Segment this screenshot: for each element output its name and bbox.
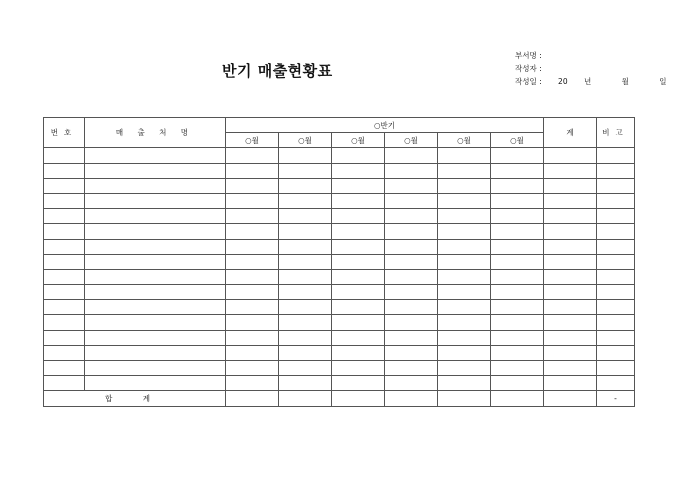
table-cell[interactable] (85, 148, 226, 163)
table-cell[interactable] (85, 224, 226, 239)
table-cell[interactable] (491, 330, 544, 345)
table-row (44, 330, 635, 345)
table-cell[interactable] (279, 163, 332, 178)
table-cell[interactable] (438, 269, 491, 284)
table-cell[interactable] (85, 178, 226, 193)
table-cell[interactable] (491, 224, 544, 239)
table-row (44, 345, 635, 360)
table-row (44, 224, 635, 239)
table-cell[interactable] (226, 330, 279, 345)
table-cell[interactable] (44, 315, 85, 330)
table-cell[interactable] (438, 345, 491, 360)
table-row (44, 178, 635, 193)
table-cell[interactable] (597, 254, 635, 269)
table-cell[interactable] (226, 300, 279, 315)
table-cell[interactable] (44, 345, 85, 360)
table-cell[interactable] (438, 224, 491, 239)
table-cell[interactable] (491, 315, 544, 330)
table-cell[interactable] (85, 269, 226, 284)
table-cell[interactable] (544, 345, 597, 360)
table-cell[interactable] (85, 361, 226, 376)
table-cell[interactable] (491, 163, 544, 178)
table-cell[interactable] (332, 224, 385, 239)
table-cell[interactable] (226, 269, 279, 284)
table-cell[interactable] (332, 376, 385, 391)
table-cell[interactable] (491, 239, 544, 254)
table-cell[interactable] (332, 345, 385, 360)
table-cell[interactable] (226, 178, 279, 193)
table-cell[interactable] (279, 239, 332, 254)
table-cell[interactable] (279, 391, 332, 406)
table-cell[interactable] (226, 361, 279, 376)
table-cell[interactable] (332, 391, 385, 406)
total-row (44, 391, 635, 406)
month-header: ○월 (385, 133, 438, 148)
table-cell[interactable] (85, 376, 226, 391)
department-line (515, 49, 667, 62)
table-cell[interactable] (85, 254, 226, 269)
table-cell[interactable] (44, 209, 85, 224)
table-cell[interactable] (279, 178, 332, 193)
table-cell[interactable] (226, 224, 279, 239)
sales-table (43, 117, 635, 407)
table-cell[interactable] (597, 163, 635, 178)
table-cell[interactable] (332, 315, 385, 330)
table-cell[interactable] (44, 361, 85, 376)
table-cell[interactable] (491, 391, 544, 406)
month-header: ○월 (438, 133, 491, 148)
table-cell[interactable] (597, 269, 635, 284)
table-cell[interactable] (279, 330, 332, 345)
table-cell[interactable] (544, 330, 597, 345)
table-cell[interactable] (544, 148, 597, 163)
sum-header: 계 (544, 118, 597, 148)
table-cell[interactable] (385, 391, 438, 406)
table-cell[interactable] (44, 330, 85, 345)
table-cell[interactable] (85, 315, 226, 330)
table-cell[interactable] (279, 300, 332, 315)
half-header: ○반기 (226, 118, 544, 133)
table-cell[interactable] (44, 224, 85, 239)
table-row (44, 254, 635, 269)
table-cell[interactable] (85, 163, 226, 178)
table-cell[interactable] (226, 193, 279, 208)
table-cell[interactable] (438, 148, 491, 163)
table-cell[interactable] (491, 269, 544, 284)
table-cell[interactable] (385, 254, 438, 269)
table-row (44, 163, 635, 178)
year-label: 년 (583, 77, 592, 86)
table-cell[interactable] (44, 148, 85, 163)
table-cell[interactable] (597, 361, 635, 376)
table-cell[interactable] (544, 315, 597, 330)
table-row (44, 239, 635, 254)
table-cell[interactable] (597, 315, 635, 330)
table-row (44, 285, 635, 300)
month-label: 월 (621, 77, 629, 86)
table-cell[interactable] (491, 361, 544, 376)
table-cell[interactable] (438, 193, 491, 208)
table-cell[interactable] (332, 193, 385, 208)
table-cell[interactable] (597, 330, 635, 345)
table-cell[interactable] (385, 376, 438, 391)
table-cell[interactable] (44, 300, 85, 315)
table-cell[interactable] (85, 345, 226, 360)
table-cell[interactable] (279, 254, 332, 269)
table-cell[interactable] (385, 300, 438, 315)
number-header: 번호 (44, 118, 85, 148)
table-cell[interactable] (597, 239, 635, 254)
table-cell[interactable] (279, 148, 332, 163)
table-cell[interactable] (332, 148, 385, 163)
table-cell[interactable] (544, 376, 597, 391)
table-cell[interactable] (491, 209, 544, 224)
table-cell[interactable] (332, 254, 385, 269)
table-cell[interactable] (597, 300, 635, 315)
month-header: ○월 (491, 133, 544, 148)
table-cell[interactable] (385, 330, 438, 345)
table-cell[interactable] (332, 330, 385, 345)
table-cell[interactable] (226, 254, 279, 269)
table-cell[interactable] (332, 239, 385, 254)
table-cell[interactable] (85, 300, 226, 315)
table-cell[interactable] (544, 163, 597, 178)
table-cell[interactable] (597, 209, 635, 224)
table-cell[interactable] (438, 330, 491, 345)
table-cell[interactable] (279, 345, 332, 360)
table-cell[interactable] (491, 254, 544, 269)
table-cell[interactable] (597, 224, 635, 239)
table-cell[interactable] (279, 269, 332, 284)
table-cell[interactable] (491, 148, 544, 163)
table-row (44, 300, 635, 315)
total-label: 합 계 (44, 391, 226, 406)
table-cell[interactable] (491, 193, 544, 208)
table-row (44, 209, 635, 224)
table-cell[interactable] (438, 285, 491, 300)
table-cell[interactable] (491, 178, 544, 193)
table-cell[interactable] (438, 300, 491, 315)
table-row (44, 361, 635, 376)
table-cell[interactable] (332, 178, 385, 193)
document-meta (515, 49, 667, 88)
table-cell[interactable] (597, 178, 635, 193)
table-cell[interactable] (597, 285, 635, 300)
table-cell[interactable] (44, 285, 85, 300)
table-cell[interactable] (226, 163, 279, 178)
table-cell[interactable] (385, 345, 438, 360)
table-cell[interactable] (279, 285, 332, 300)
author-label: 작성자 : (515, 64, 542, 73)
table-cell[interactable] (491, 376, 544, 391)
table-cell[interactable] (44, 163, 85, 178)
department-label: 부서명 : (515, 51, 542, 60)
table-cell[interactable] (332, 163, 385, 178)
table-cell[interactable] (544, 300, 597, 315)
table-cell[interactable] (332, 361, 385, 376)
table-cell[interactable] (597, 376, 635, 391)
table-cell[interactable] (597, 193, 635, 208)
table-cell[interactable] (226, 391, 279, 406)
table-cell[interactable] (44, 178, 85, 193)
table-cell[interactable] (544, 269, 597, 284)
total-note: - (597, 391, 635, 406)
table-cell[interactable] (438, 178, 491, 193)
table-cell[interactable] (385, 178, 438, 193)
table-cell[interactable] (385, 209, 438, 224)
table-cell[interactable] (385, 163, 438, 178)
month-header: ○월 (226, 133, 279, 148)
month-header: ○월 (332, 133, 385, 148)
date-line (515, 75, 667, 88)
table-cell[interactable] (279, 209, 332, 224)
page-title: 반기 매출현황표 (222, 62, 333, 80)
table-row (44, 148, 635, 163)
month-header: ○월 (279, 133, 332, 148)
table-cell[interactable] (279, 376, 332, 391)
company-header: 매 출 처 명 (85, 118, 226, 148)
table-cell[interactable] (226, 345, 279, 360)
table-row (44, 315, 635, 330)
table-cell[interactable] (279, 224, 332, 239)
table-cell[interactable] (44, 254, 85, 269)
table-cell[interactable] (332, 300, 385, 315)
table-cell[interactable] (226, 148, 279, 163)
table-cell[interactable] (85, 239, 226, 254)
table-cell[interactable] (385, 224, 438, 239)
date-year-prefix: 20 (558, 77, 568, 86)
table-cell[interactable] (332, 269, 385, 284)
table-cell[interactable] (544, 285, 597, 300)
table-cell[interactable] (332, 285, 385, 300)
date-label: 작성일 : (515, 77, 542, 86)
table-cell[interactable] (597, 345, 635, 360)
table-cell[interactable] (226, 285, 279, 300)
table-cell[interactable] (438, 376, 491, 391)
table-cell[interactable] (544, 224, 597, 239)
day-label: 일 (659, 77, 667, 86)
table-cell[interactable] (544, 361, 597, 376)
table-cell[interactable] (44, 193, 85, 208)
table-body (44, 148, 635, 391)
table-cell[interactable] (385, 315, 438, 330)
table-cell[interactable] (226, 239, 279, 254)
table-cell[interactable] (44, 376, 85, 391)
table-cell[interactable] (544, 193, 597, 208)
table-row (44, 376, 635, 391)
table-cell[interactable] (385, 148, 438, 163)
header-row (44, 118, 635, 133)
table-cell[interactable] (226, 315, 279, 330)
table-cell[interactable] (279, 361, 332, 376)
table-cell[interactable] (385, 269, 438, 284)
table-cell[interactable] (544, 391, 597, 406)
table-cell[interactable] (44, 239, 85, 254)
table-cell[interactable] (279, 193, 332, 208)
table-cell[interactable] (226, 209, 279, 224)
table-cell[interactable] (385, 193, 438, 208)
note-header: 비고 (597, 118, 635, 148)
table-cell[interactable] (438, 391, 491, 406)
table-cell[interactable] (85, 285, 226, 300)
table-cell[interactable] (332, 209, 385, 224)
table-cell[interactable] (85, 193, 226, 208)
table-cell[interactable] (491, 300, 544, 315)
table-cell[interactable] (544, 178, 597, 193)
table-cell[interactable] (438, 254, 491, 269)
author-line (515, 62, 667, 75)
table-cell[interactable] (544, 239, 597, 254)
table-cell[interactable] (44, 269, 85, 284)
table-cell[interactable] (491, 285, 544, 300)
table-cell[interactable] (385, 239, 438, 254)
table-cell[interactable] (279, 315, 332, 330)
table-cell[interactable] (597, 148, 635, 163)
table-cell[interactable] (438, 163, 491, 178)
table-cell[interactable] (544, 254, 597, 269)
table-row (44, 269, 635, 284)
table-cell[interactable] (438, 209, 491, 224)
table-cell[interactable] (226, 376, 279, 391)
table-cell[interactable] (491, 345, 544, 360)
table-cell[interactable] (438, 315, 491, 330)
table-cell[interactable] (385, 361, 438, 376)
table-cell[interactable] (544, 209, 597, 224)
table-cell[interactable] (385, 285, 438, 300)
table-cell[interactable] (438, 239, 491, 254)
table-cell[interactable] (438, 361, 491, 376)
table-cell[interactable] (85, 209, 226, 224)
table-row (44, 193, 635, 208)
table-cell[interactable] (85, 330, 226, 345)
